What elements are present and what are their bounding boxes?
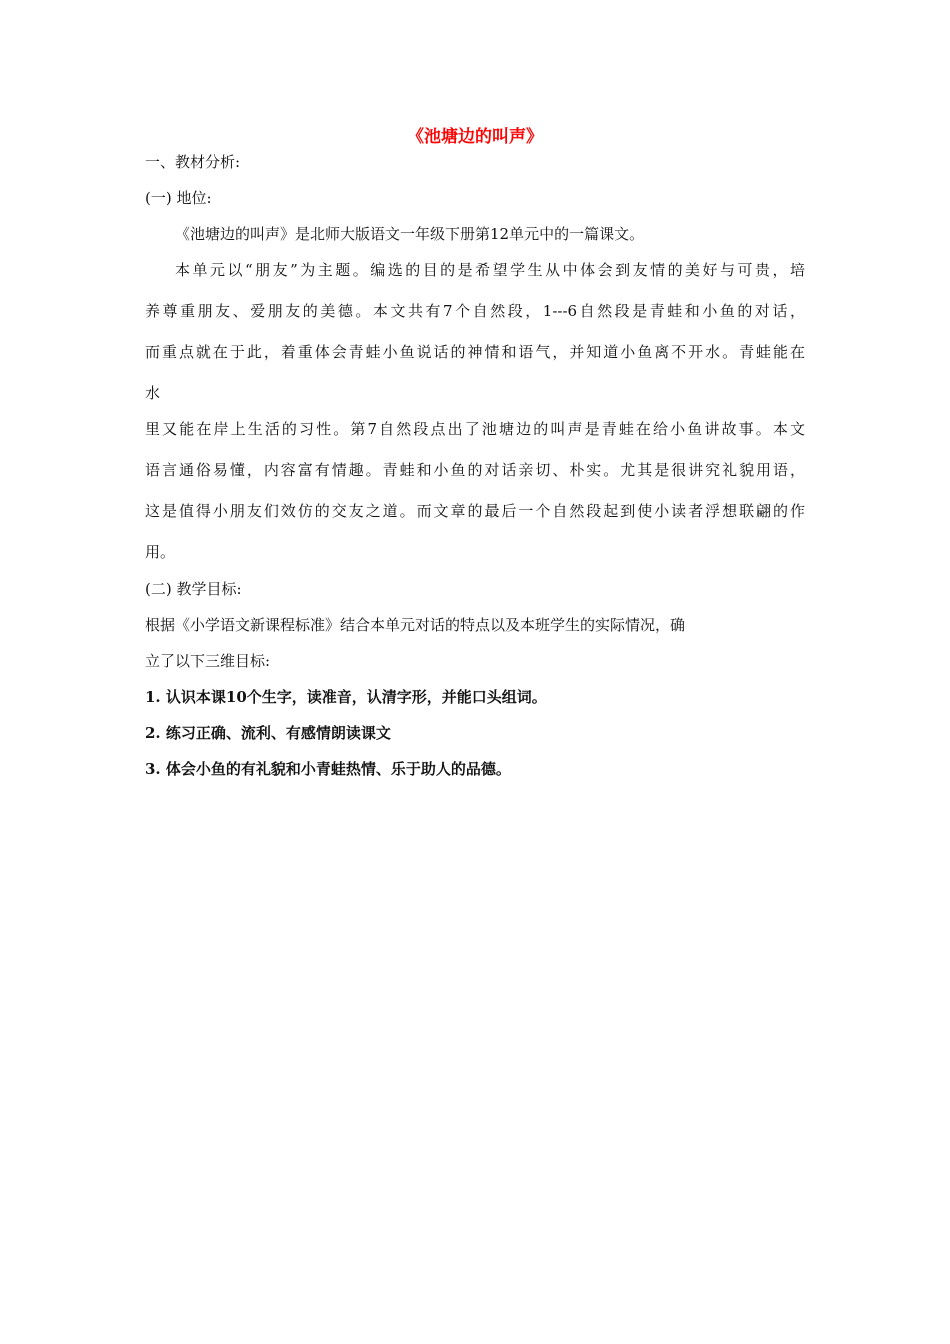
paragraph-line: 这是值得小朋友们效仿的交友之道。而文章的最后一个自然段起到使小读者浮想联翩的作 xyxy=(145,502,805,520)
paragraph-line: 里又能在岸上生活的习性。第7自然段点出了池塘边的叫声是青蛙在给小鱼讲故事。本文 xyxy=(145,420,805,438)
paragraph-line: 养尊重朋友、爱朋友的美德。本文共有7个自然段，1---6自然段是青蛙和小鱼的对话， xyxy=(145,302,805,320)
section-heading-analysis: 一、教材分析: xyxy=(145,153,241,171)
goal-item: 1. 认识本课10个生字，读准音，认清字形，并能口头组词。 xyxy=(145,688,547,706)
goal-item: 2. 练习正确、流利、有感情朗读课文 xyxy=(145,724,391,742)
paragraph-line: 而重点就在于此，着重体会青蛙小鱼说话的神情和语气，并知道小鱼离不开水。青蛙能在 xyxy=(145,343,805,361)
document-title: 《池塘边的叫声》 xyxy=(407,127,543,147)
paragraph-line: 立了以下三维目标: xyxy=(145,652,271,670)
paragraph-line: 根据《小学语文新课程标准》结合本单元对话的特点以及本班学生的实际情况，确 xyxy=(145,616,686,634)
goal-item: 3. 体会小鱼的有礼貌和小青蛙热情、乐于助人的品德。 xyxy=(145,760,511,778)
subheading-position: (一) 地位: xyxy=(145,189,212,207)
paragraph-line: 本单元以“朋友”为主题。编选的目的是希望学生从中体会到友情的美好与可贵，培 xyxy=(175,261,805,279)
paragraph-intro: 《池塘边的叫声》是北师大版语文一年级下册第12单元中的一篇课文。 xyxy=(175,225,645,243)
subheading-goals: (二) 教学目标: xyxy=(145,580,242,598)
paragraph-line: 水 xyxy=(145,384,161,402)
paragraph-line: 用。 xyxy=(145,543,176,561)
paragraph-line: 语言通俗易懂，内容富有情趣。青蛙和小鱼的对话亲切、朴实。尤其是很讲究礼貌用语， xyxy=(145,461,805,479)
